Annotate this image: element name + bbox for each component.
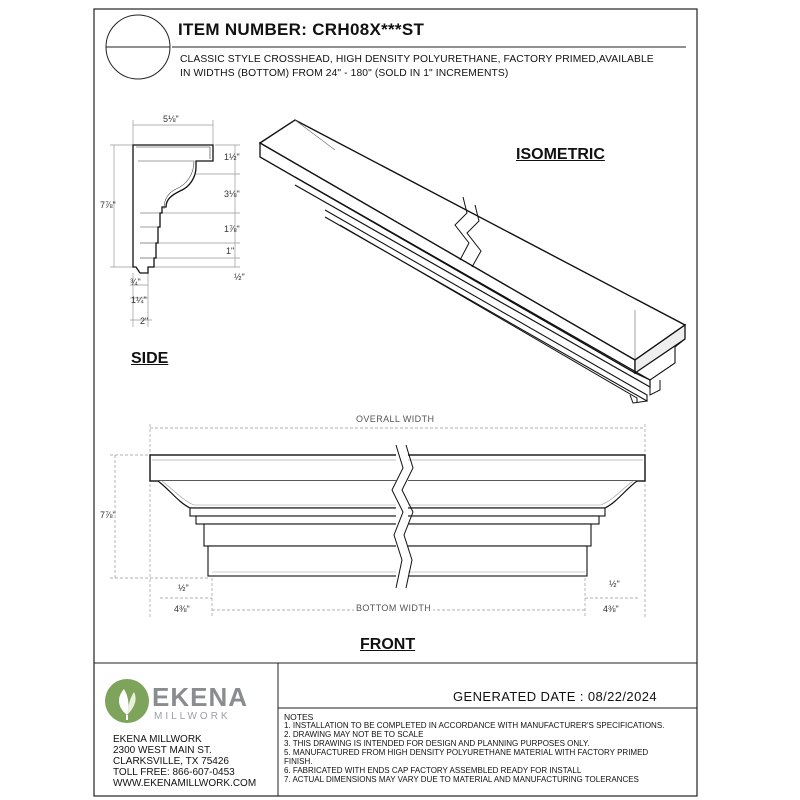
company-phone: TOLL FREE: 866-607-0453 — [113, 767, 235, 778]
side-total-height: 7⅞" — [100, 200, 116, 210]
note-item: 1. INSTALLATION TO BE COMPLETED IN ACCORDANCE WITH MANUFACTURER'S SPECIFICATIONS. — [284, 721, 665, 730]
side-dim-2: 3⅛" — [224, 189, 240, 199]
description-line-2: IN WIDTHS (BOTTOM) FROM 24" - 180" (SOLD IN 1" INCREMENTS) — [180, 68, 509, 79]
side-top-width: 5⅛" — [163, 114, 179, 124]
leaf-logo-icon — [104, 678, 150, 724]
side-bottom-depth: 2" — [140, 316, 149, 326]
overall-width-label: OVERALL WIDTH — [356, 414, 435, 424]
front-left-overhang: 4⅜" — [174, 604, 190, 614]
side-dim-4: 1" — [226, 246, 235, 256]
side-dim-5: ½" — [234, 272, 245, 282]
generated-date: GENERATED DATE : 08/22/2024 — [453, 689, 657, 704]
front-view-label: FRONT — [360, 636, 416, 653]
isometric-drawing — [255, 115, 695, 405]
company-street: 2300 WEST MAIN ST. — [113, 745, 212, 756]
company-name: EKENA MILLWORK — [113, 734, 202, 745]
note-item: FINISH. — [284, 757, 313, 766]
company-website: WWW.EKENAMILLWORK.COM — [113, 778, 257, 789]
note-item: 5. MANUFACTURED FROM HIGH DENSITY POLYURETHANE MATERIAL WITH FACTORY PRIMED — [284, 748, 649, 757]
brand-name: EKENA — [152, 682, 249, 712]
notes-title: NOTES — [284, 712, 314, 722]
side-dim-3: 1⅞" — [224, 224, 240, 234]
item-title: ITEM NUMBER: CRH08X***ST — [178, 20, 425, 39]
side-dim-1: 1½" — [224, 152, 240, 162]
front-height: 7⅞" — [100, 510, 116, 520]
front-right-overhang: 4⅜" — [603, 604, 619, 614]
side-dim-7: 1¼" — [131, 295, 147, 305]
company-city: CLARKSVILLE, TX 75426 — [113, 756, 229, 767]
side-view-label: SIDE — [131, 350, 169, 367]
front-left-step: ½" — [178, 583, 189, 593]
note-item: 2. DRAWING MAY NOT BE TO SCALE — [284, 730, 424, 739]
note-item: 7. ACTUAL DIMENSIONS MAY VARY DUE TO MATERIAL AND MANUFACTURING TOLERANCES — [284, 775, 639, 784]
side-dim-6: ¾" — [130, 277, 141, 287]
note-item: 3. THIS DRAWING IS INTENDED FOR DESIGN AND PLANNING PURPOSES ONLY. — [284, 739, 590, 748]
isometric-view-label: ISOMETRIC — [516, 146, 605, 163]
brand-subtitle: MILLWORK — [154, 711, 231, 722]
description-line-1: CLASSIC STYLE CROSSHEAD, HIGH DENSITY POLYURETHANE, FACTORY PRIMED,AVAILABLE — [180, 54, 654, 65]
bottom-width-label: BOTTOM WIDTH — [356, 603, 432, 613]
front-right-step: ½" — [609, 579, 620, 589]
note-item: 6. FABRICATED WITH ENDS CAP FACTORY ASSEMBLED READY FOR INSTALL — [284, 766, 582, 775]
